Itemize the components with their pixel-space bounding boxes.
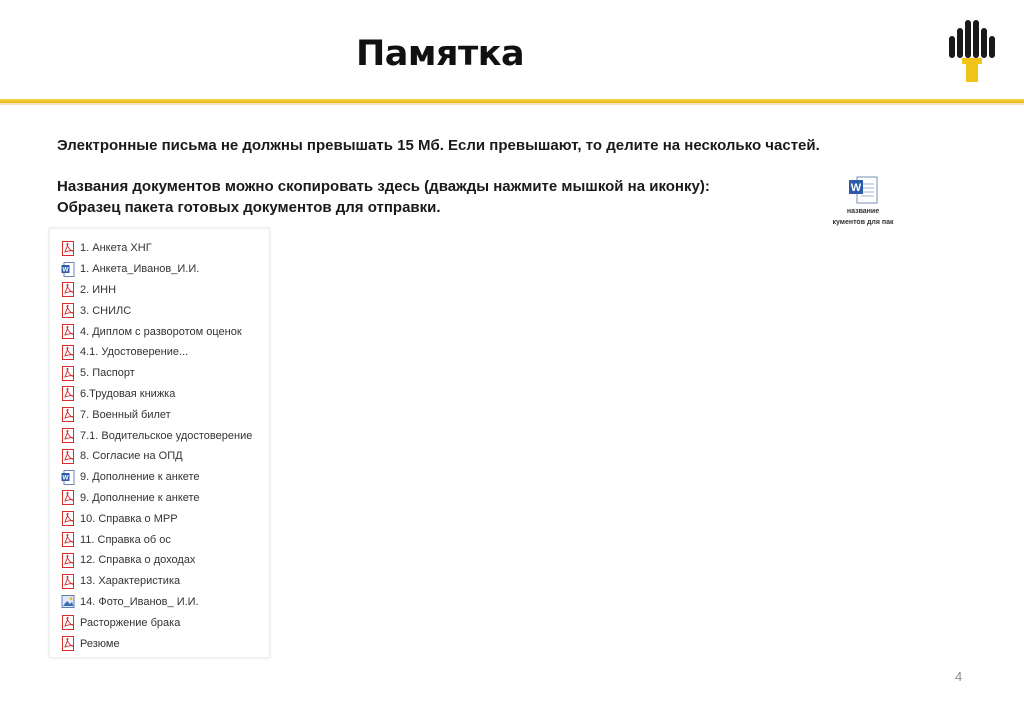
- file-item-label: 4.1. Удостоверение...: [80, 346, 189, 359]
- size-limit-note: Электронные письма не должны превышать 15 Мб. Если превышают, то делите на несколько частей.: [57, 137, 820, 154]
- file-item[interactable]: [50, 321, 269, 342]
- company-logo-icon: [946, 14, 998, 84]
- file-item-label: 12. Справка о доходах: [80, 554, 196, 567]
- embedded-doc-caption: [808, 206, 918, 228]
- word-file-icon: [61, 262, 75, 277]
- file-item-label: 8. Согласие на ОПД: [80, 450, 183, 463]
- file-item[interactable]: [50, 508, 269, 529]
- file-item-label: 9. Дополнение к анкете: [80, 491, 200, 504]
- file-item-label: 14. Фото_Иванов_ И.И.: [80, 595, 199, 608]
- svg-text:W: W: [62, 266, 69, 274]
- file-item-label: 1. Анкета ХНГ: [80, 242, 152, 255]
- copy-names-note: Названия документов можно скопировать здесь (дважды нажмите мышкой на иконку):: [57, 178, 710, 195]
- pdf-file-icon: [61, 324, 75, 339]
- file-item[interactable]: [50, 592, 269, 613]
- file-list: [50, 229, 269, 654]
- file-item[interactable]: [50, 342, 269, 363]
- embedded-doc-caption-line2: кументов для пак: [832, 219, 894, 226]
- file-item-label: 3. СНИЛС: [80, 304, 132, 317]
- embedded-document[interactable]: [808, 174, 918, 234]
- svg-text:W: W: [62, 474, 69, 482]
- file-item[interactable]: [50, 467, 269, 488]
- file-item-label: 13. Характеристика: [80, 575, 181, 588]
- pdf-file-icon: [61, 386, 75, 401]
- file-item[interactable]: [50, 238, 269, 259]
- file-item[interactable]: [50, 384, 269, 405]
- pdf-file-icon: [61, 532, 75, 547]
- pdf-file-icon: [61, 366, 75, 381]
- file-item-label: 6.Трудовая книжка: [80, 387, 176, 400]
- file-item-label: 10. Справка о МРР: [80, 512, 178, 525]
- file-item-label: 11. Справка об ос: [80, 533, 171, 546]
- pdf-file-icon: [61, 303, 75, 318]
- pdf-file-icon: [61, 241, 75, 256]
- file-item[interactable]: [50, 612, 269, 633]
- file-item-label: 7. Военный билет: [80, 408, 171, 421]
- pdf-file-icon: [61, 574, 75, 589]
- file-item-label: Расторжение брака: [80, 616, 181, 629]
- file-item-label: Резюме: [80, 637, 120, 650]
- file-item[interactable]: [50, 300, 269, 321]
- embedded-doc-caption-line1: название: [846, 208, 880, 215]
- pdf-file-icon: [61, 428, 75, 443]
- file-item[interactable]: [50, 259, 269, 280]
- file-item-label: 9. Дополнение к анкете: [80, 471, 200, 484]
- pdf-file-icon: [61, 553, 75, 568]
- pdf-file-icon: [61, 282, 75, 297]
- svg-text:W: W: [850, 182, 862, 194]
- header-divider-shadow: [0, 103, 1024, 105]
- file-item[interactable]: [50, 446, 269, 467]
- pdf-file-icon: [61, 345, 75, 360]
- file-item[interactable]: [50, 550, 269, 571]
- file-item-label: 7.1. Водительское удостоверение: [80, 429, 253, 442]
- pdf-file-icon: [61, 490, 75, 505]
- file-item[interactable]: [50, 529, 269, 550]
- file-item-label: 4. Диплом с разворотом оценок: [80, 325, 242, 338]
- file-item[interactable]: [50, 633, 269, 654]
- file-item-label: 2. ИНН: [80, 283, 117, 296]
- file-item[interactable]: [50, 363, 269, 384]
- pdf-file-icon: [61, 407, 75, 422]
- file-item[interactable]: [50, 280, 269, 301]
- image-file-icon: [61, 594, 75, 609]
- pdf-file-icon: [61, 615, 75, 630]
- file-item-label: 5. Паспорт: [80, 367, 135, 380]
- file-item[interactable]: [50, 571, 269, 592]
- word-doc-icon[interactable]: [845, 174, 883, 206]
- file-item[interactable]: [50, 404, 269, 425]
- sample-package-note: Образец пакета готовых документов для отправки.: [57, 199, 441, 216]
- word-file-icon: [61, 470, 75, 485]
- file-list-panel: [49, 228, 270, 658]
- file-item-label: 1. Анкета_Иванов_И.И.: [80, 263, 200, 276]
- page-number: 4: [955, 669, 963, 684]
- file-item[interactable]: [50, 488, 269, 509]
- pdf-file-icon: [61, 511, 75, 526]
- pdf-file-icon: [61, 636, 75, 651]
- slide-title: Памятка: [356, 34, 525, 74]
- pdf-file-icon: [61, 449, 75, 464]
- file-item[interactable]: [50, 425, 269, 446]
